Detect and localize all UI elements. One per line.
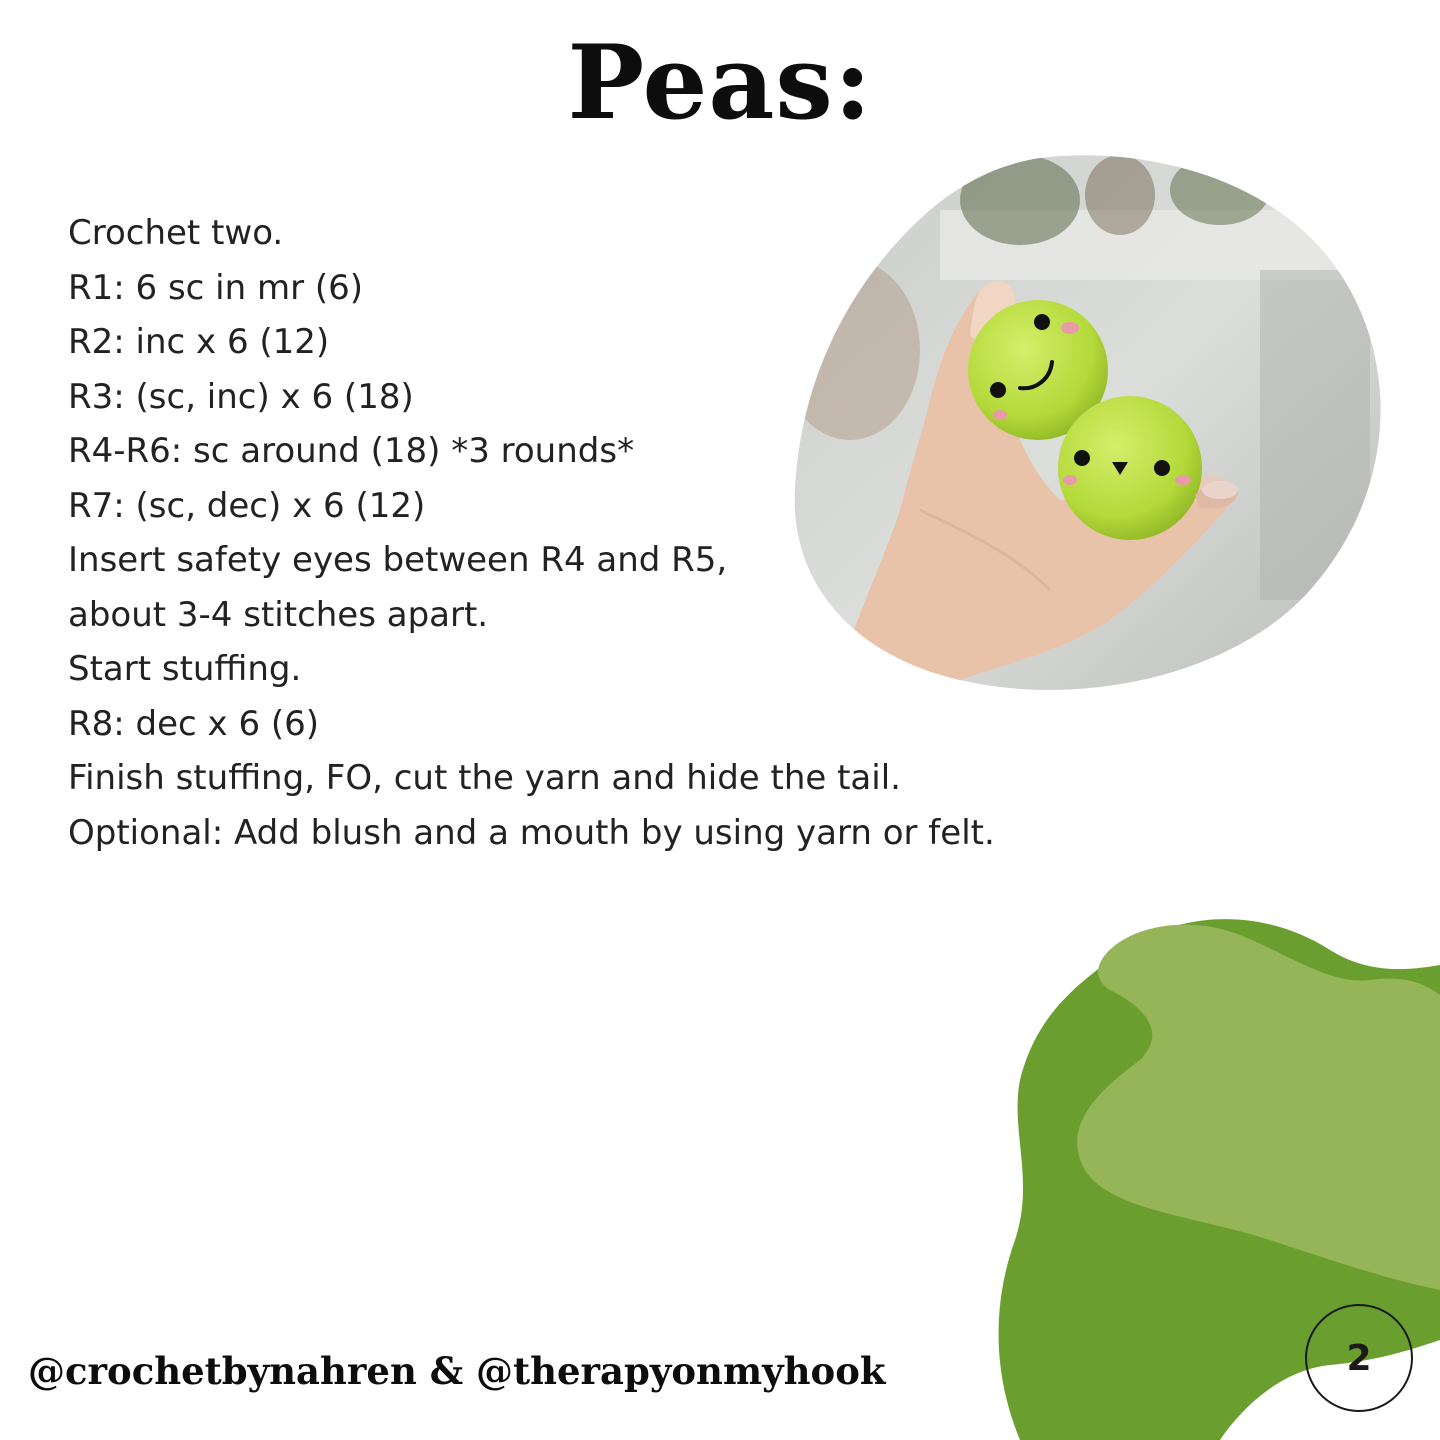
instruction-line: R8: dec x 6 (6) — [68, 703, 320, 744]
page-title: Peas: — [567, 23, 873, 143]
page-number-badge — [1305, 1304, 1413, 1412]
peas-photo — [790, 150, 1390, 700]
instruction-line: Insert safety eyes between R4 and R5, — [68, 540, 728, 580]
instruction-line: Crochet two. — [68, 213, 284, 253]
instruction-line: R2: inc x 6 (12) — [68, 322, 330, 362]
instruction-line: R1: 6 sc in mr (6) — [68, 267, 364, 308]
instruction-line: Start stuffing. — [68, 649, 302, 689]
page-number: 2 — [1346, 1337, 1372, 1379]
footer-handles: @crochetbynahren & @therapyonmyhook — [28, 1349, 886, 1393]
instruction-line: R3: (sc, inc) x 6 (18) — [68, 376, 414, 417]
instruction-line: R7: (sc, dec) x 6 (12) — [68, 485, 426, 526]
instruction-line: about 3-4 stitches apart. — [68, 594, 489, 635]
instruction-line: Optional: Add blush and a mouth by using yarn or felt. — [68, 812, 995, 853]
instruction-line: R4-R6: sc around (18) *3 rounds* — [68, 431, 635, 471]
instruction-line: Finish stuffing, FO, cut the yarn and hide the tail. — [68, 758, 901, 798]
